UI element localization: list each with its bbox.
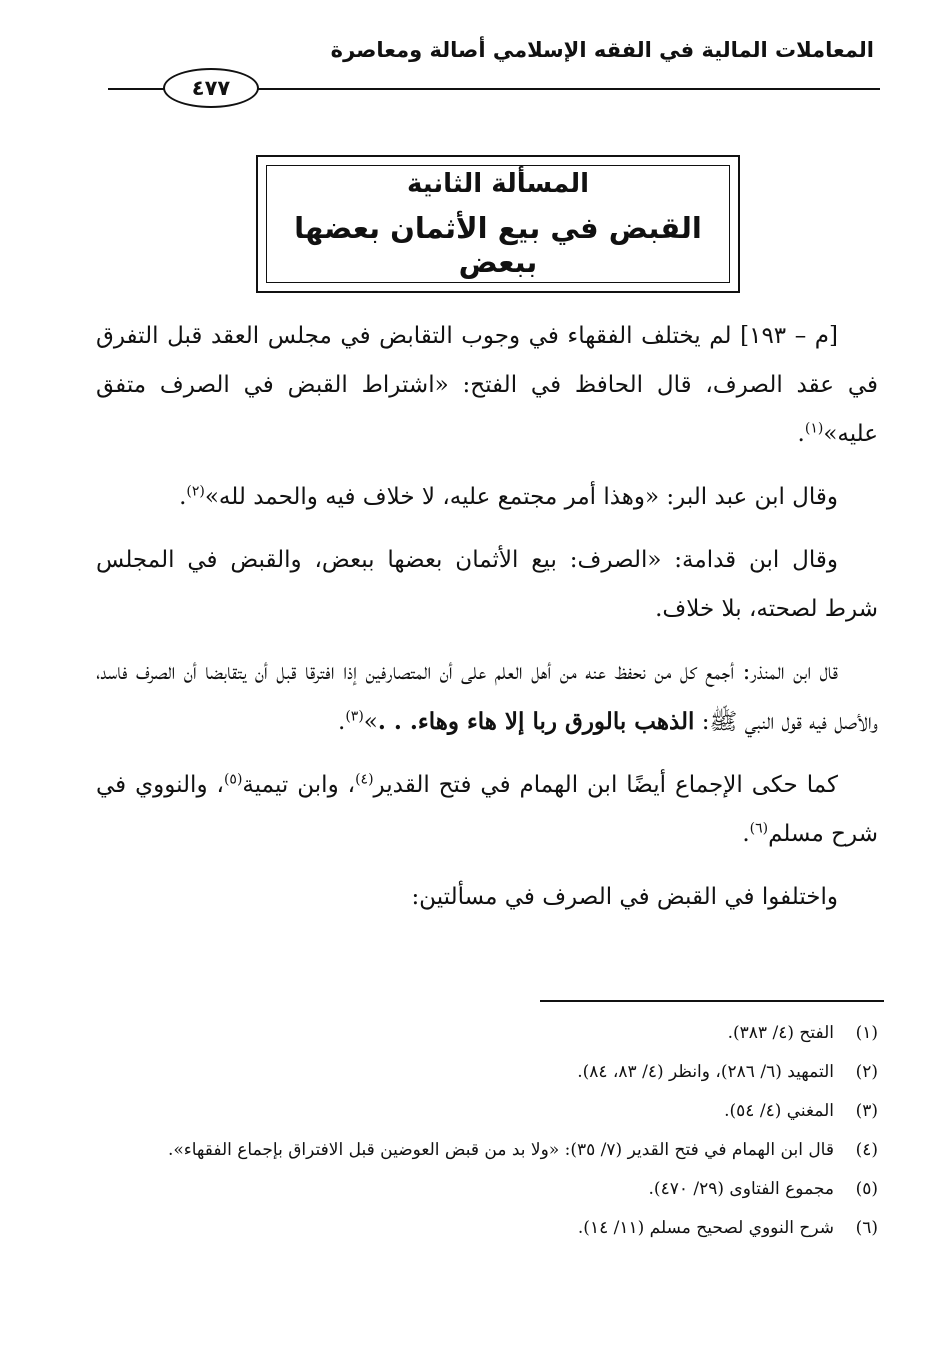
footnote-text: الفتح (٤/ ٣٨٣). (727, 1023, 834, 1043)
footnote-ref-1: (١) (804, 420, 824, 437)
body-text (96, 312, 878, 936)
footnote-number: (٥) (855, 1179, 878, 1199)
footnote-number: (٤) (855, 1140, 878, 1160)
paragraph-4-text: قال ابن المنذر: أجمع كل من نحفظ عنه من أهل العلم على أن المتصارفين إذا افترقا قبل أن يتقابضا أن الصرف فاسد، والأصل فيه قول النبي ﷺ: (96, 659, 878, 735)
paragraph-5-part-3: ، والنووي في شرح مسلم (96, 772, 878, 847)
footnote-number: (١) (855, 1023, 878, 1043)
footnote-ref-2: (٢) (186, 483, 205, 500)
paragraph-1: [م – ١٩٣] لم يختلف الفقهاء في وجوب التقابض في مجلس العقد قبل التفرق في عقد الصرف، قال الحافظ في الفتح: «اشتراط القبض في الصرف متفق عليه»$^{(١)}$. (96, 323, 878, 447)
footnote-rule (540, 1000, 884, 1002)
footnote-3 (88, 1096, 878, 1127)
footnote-ref-3: (٣) (345, 708, 364, 725)
paragraph-3-text: وقال ابن قدامة: «الصرف: بيع الأثمان بعضها ببعض، والقبض في المجلس شرط لصحته، بلا خلاف. (96, 547, 878, 622)
footnote-text: المغني (٤/ ٥٤). (724, 1101, 834, 1121)
footnotes (88, 1018, 878, 1252)
paragraph-6-text: واختلفوا في القبض في الصرف في مسألتين: (411, 884, 838, 910)
title-frame-inner (266, 165, 730, 283)
section-label: المسألة الثانية (406, 169, 590, 199)
footnote-number: (٦) (855, 1218, 878, 1238)
page-number: ٤٧٧ (163, 68, 259, 108)
paragraph-1-text: [م – ١٩٣] لم يختلف الفقهاء في وجوب التقابض في مجلس العقد قبل التفرق في عقد الصرف، قال الحافظ في الفتح: «اشتراط القبض في الصرف متفق عليه» (96, 323, 878, 447)
footnote-4 (88, 1135, 878, 1166)
footnote-number: (٣) (855, 1101, 878, 1121)
hadith-text: الذهب بالورق ربا إلا هاء وهاء. . . (377, 708, 695, 735)
footnote-number: (٢) (855, 1062, 878, 1082)
paragraph-5-part-2: ، وابن تيمية (242, 772, 356, 798)
footnote-text: التمهيد (٦/ ٢٨٦)، وانظر (٤/ ٨٣، ٨٤). (577, 1062, 834, 1082)
paragraph-5: كما حكى الإجماع أيضًا ابن الهمام في فتح القدير$^{(٤)}$، وابن تيمية$^{(٥)}$، والنووي في شرح مسلم$^{(٦)}$. (96, 771, 878, 847)
paragraph-3 (96, 536, 878, 634)
footnote-1 (88, 1018, 878, 1049)
paragraph-4: قال ابن المنذر: أجمع كل من نحفظ عنه من أهل العلم على أن المتصارفين إذا افترقا قبل أن يتقابضا أن الصرف فاسد، والأصل فيه قول النبي ﷺ: الذهب بالورق ربا إلا هاء وهاء. . .»$^{(٣)}$. (96, 659, 878, 735)
footnote-text: شرح النووي لصحيح مسلم (١١/ ١٤). (577, 1218, 834, 1238)
section-title: القبض في بيع الأثمان بعضها ببعض (294, 211, 702, 279)
footnote-ref-4: (٤) (355, 771, 374, 788)
paragraph-2-text: وقال ابن عبد البر: «وهذا أمر مجتمع عليه، لا خلاف فيه والحمد لله» (204, 484, 838, 510)
paragraph-2: وقال ابن عبد البر: «وهذا أمر مجتمع عليه، لا خلاف فيه والحمد لله»$^{(٢)}$. (179, 483, 838, 510)
footnote-2 (88, 1057, 878, 1088)
title-frame (256, 155, 740, 293)
footnote-5 (88, 1174, 878, 1205)
footnote-text: قال ابن الهمام في فتح القدير (٧/ ٣٥): «ولا بد من قبض العوضين قبل الافتراق بإجماع الفقهاء». (167, 1140, 834, 1160)
paragraph-5-part-1: كما حكى الإجماع أيضًا ابن الهمام في فتح القدير (373, 772, 838, 798)
footnote-ref-6: (٦) (749, 820, 769, 837)
paragraph-6 (96, 873, 878, 922)
footnote-ref-5: (٥) (223, 771, 243, 788)
footnote-6 (88, 1213, 878, 1244)
running-title: المعاملات المالية في الفقه الإسلامي أصالة ومعاصرة (330, 38, 874, 62)
footnote-text: مجموع الفتاوى (٢٩/ ٤٧٠). (648, 1179, 834, 1199)
